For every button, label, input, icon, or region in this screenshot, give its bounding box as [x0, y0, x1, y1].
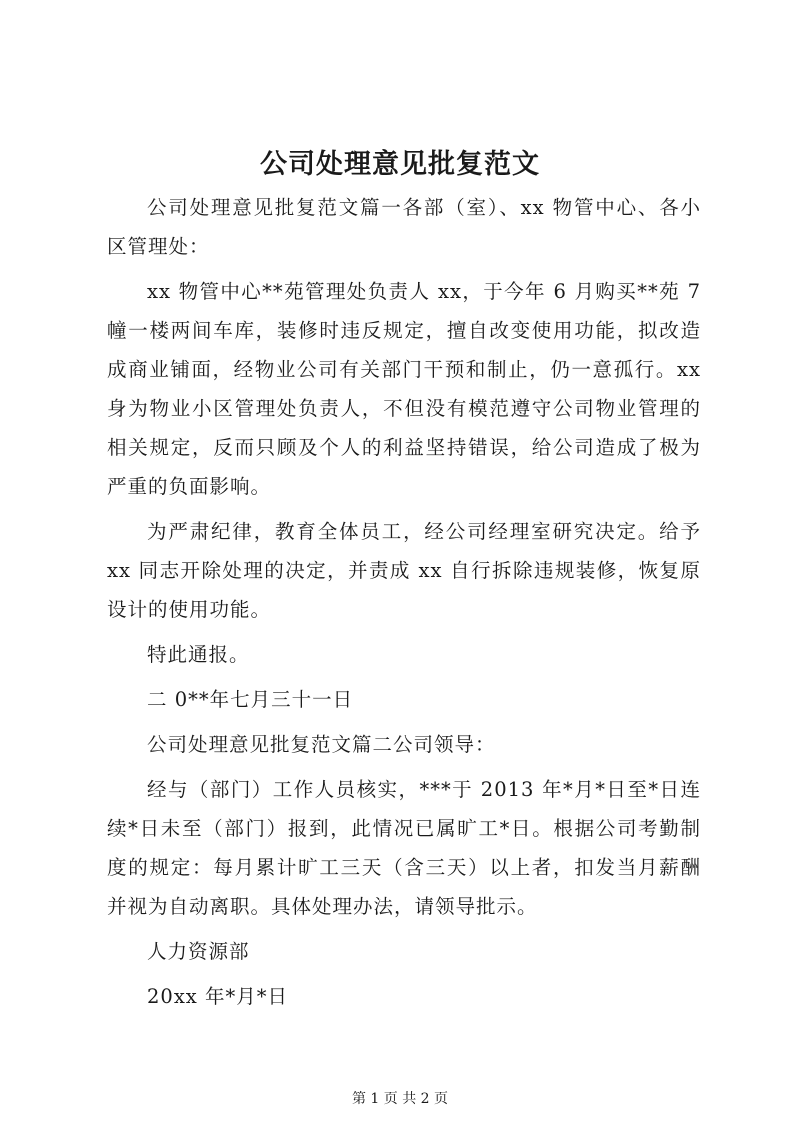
signature-department: 人力资源部 [147, 940, 250, 963]
page-number-footer: 第 1 页 共 2 页 [351, 1091, 449, 1107]
notice-closing: 特此通报。 [147, 643, 250, 666]
salutation-paragraph-2: 公司处理意见批复范文篇二公司领导： [147, 733, 496, 756]
date-line-2: 20xx 年*月*日 [147, 985, 289, 1008]
date-line-1: 二 0**年七月三十一日 [147, 688, 354, 711]
body-paragraph-incident: xx 物管中心**苑管理处负责人 xx，于今年 6 月购买**苑 7 幢一楼两间车库，装修时违反规定，擅自改变使用功能，拟改造成商业铺面，经物业公司有关部门干预和制止，仍一意孤行。xx 身为物业小区管理处负责人，不但没有模范遵守公司物业管理的相关规定，反而只顾及个人的利益坚持错误，给公司造成了极为严重的负面影响。 [107, 280, 701, 498]
salutation-paragraph-1: 公司处理意见批复范文篇一各部（室）、xx 物管中心、各小区管理处： [107, 196, 701, 258]
document-title: 公司处理意见批复范文 [260, 149, 540, 180]
document-body [107, 188, 701, 1022]
body-paragraph-decision: 为严肃纪律，教育全体员工，经公司经理室研究决定。给予 xx 同志开除处理的决定，并责成 xx 自行拆除违规装修，恢复原设计的使用功能。 [107, 520, 701, 621]
body-paragraph-absence: 经与（部门）工作人员核实，***于 2013 年*月*日至*日连续*日未至（部门）报到，此情况已属旷工*日。根据公司考勤制度的规定：每月累计旷工三天（含三天）以上者，扣发当月薪酬并视为自动离职。具体处理办法，请领导批示。 [107, 778, 701, 918]
